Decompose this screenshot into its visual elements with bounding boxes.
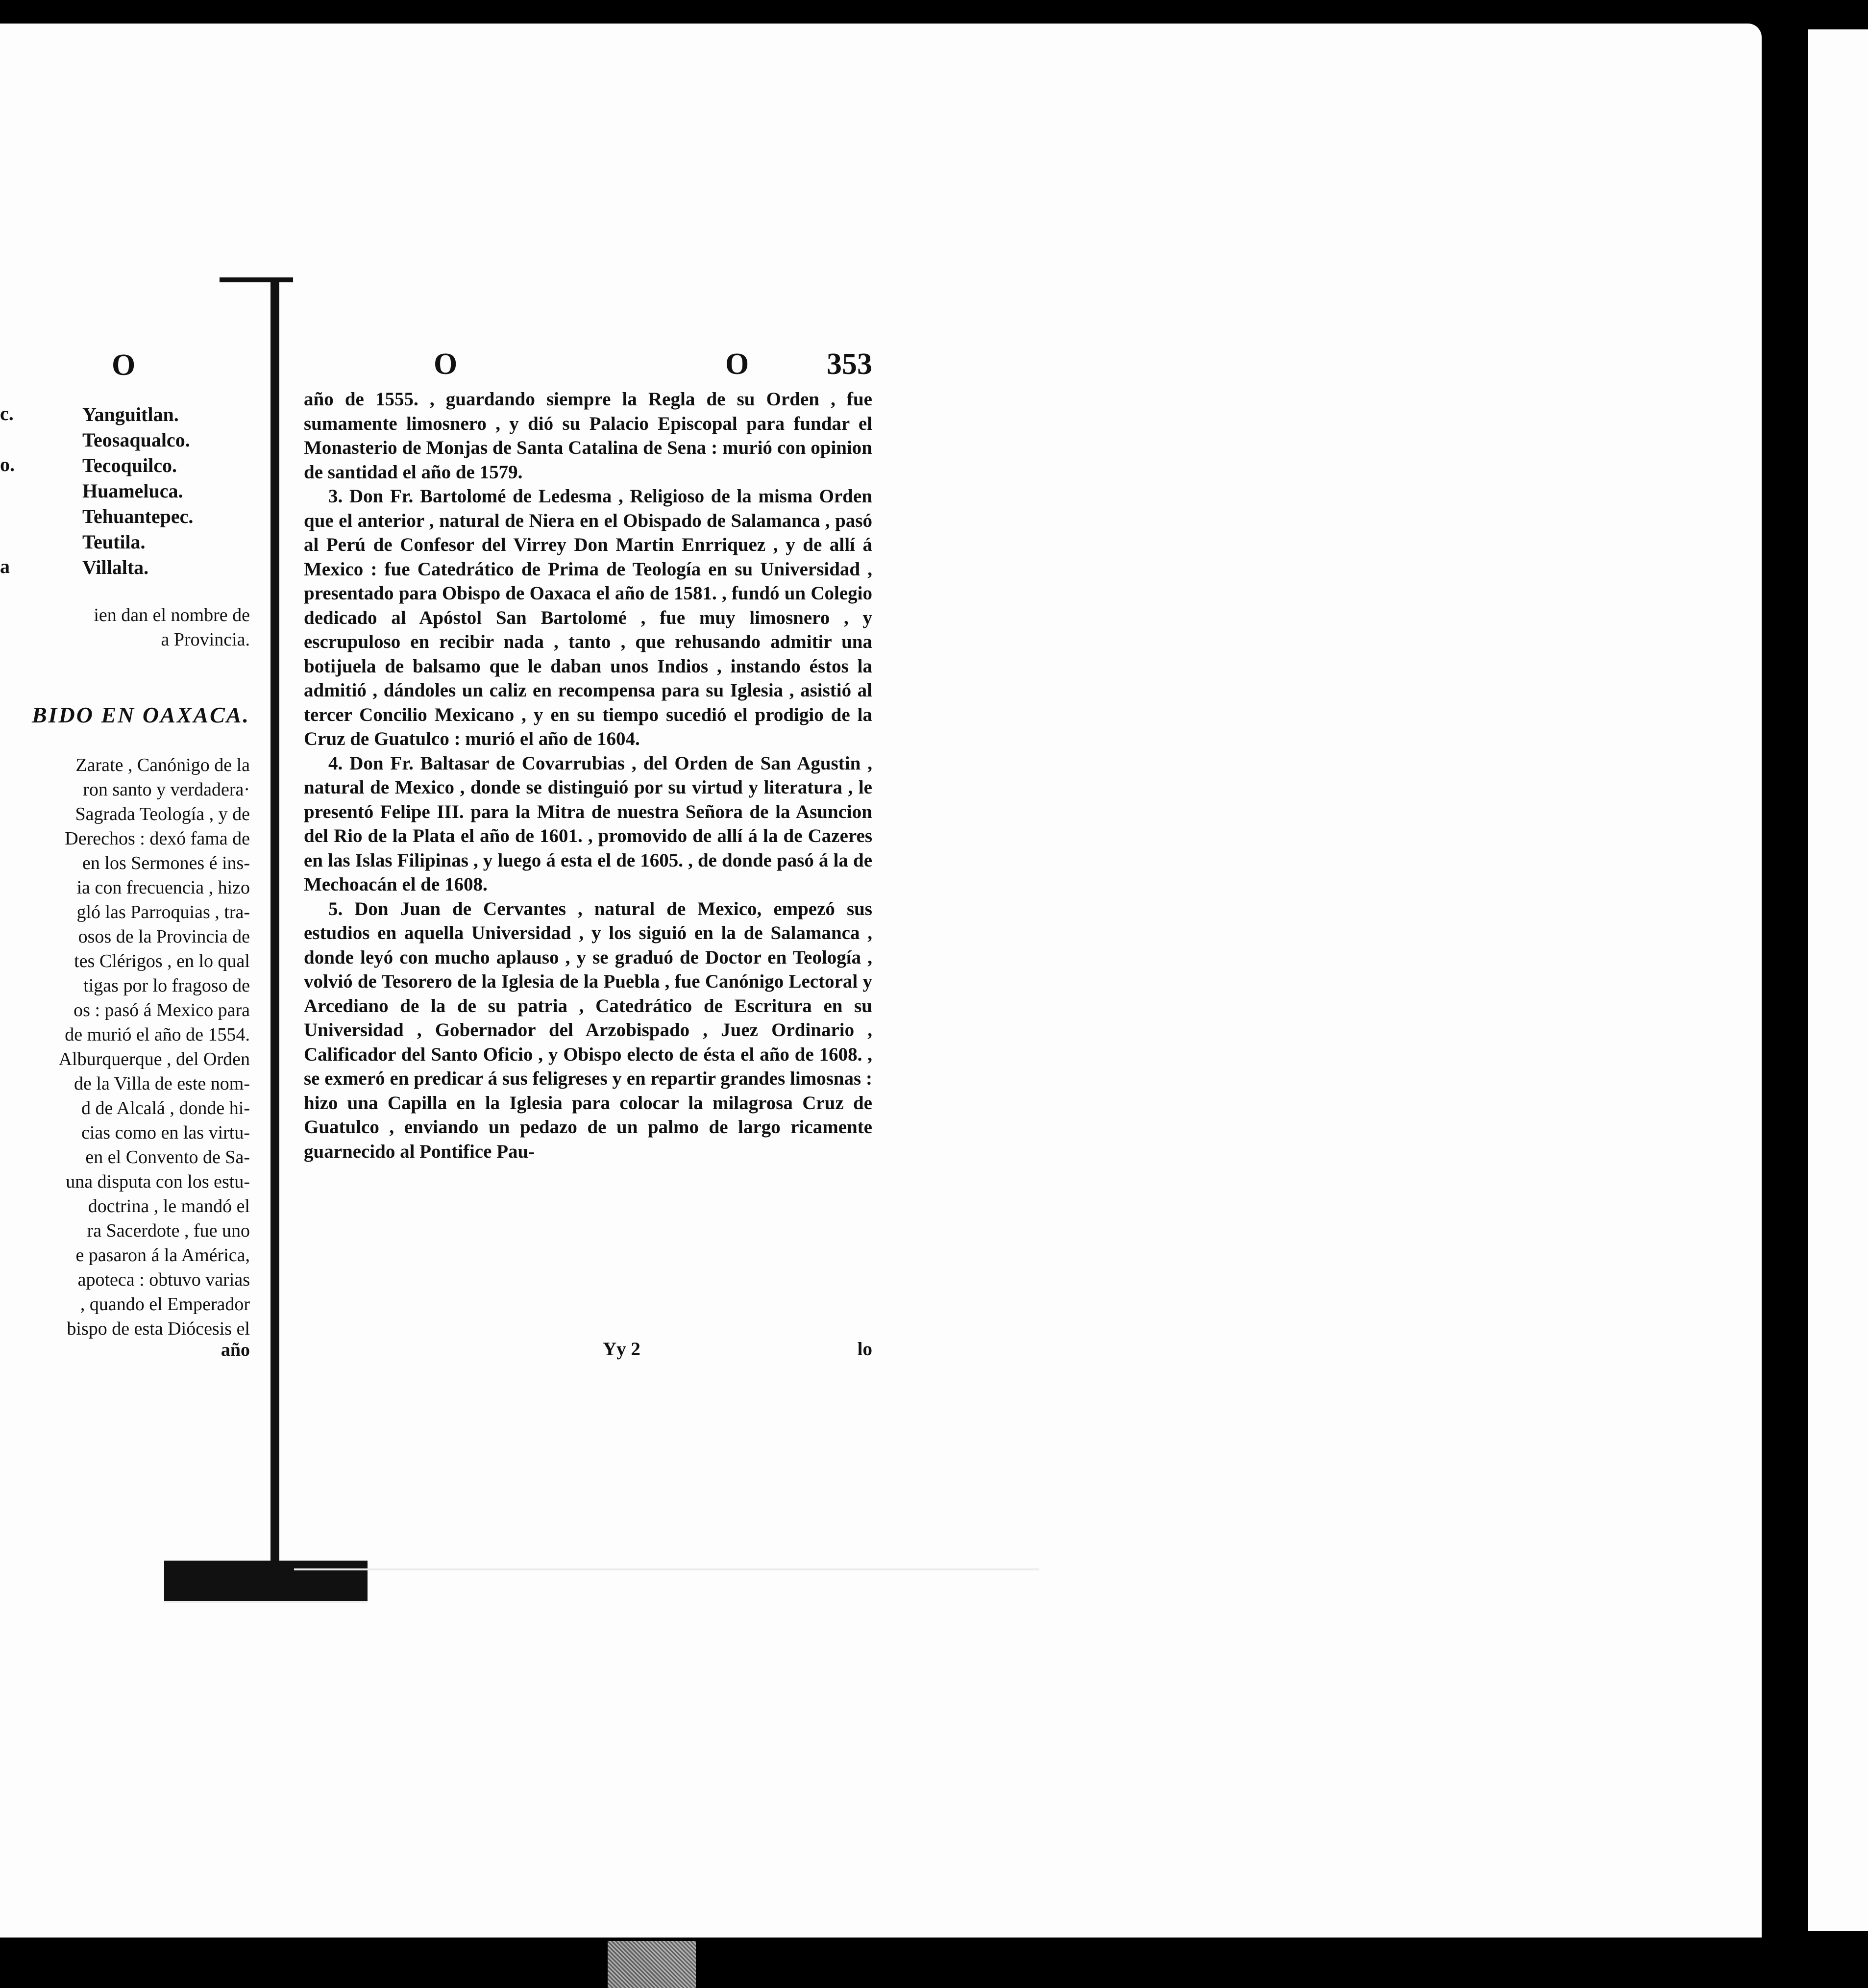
list-item: Teosaqualco. (82, 429, 190, 451)
left-page-header: O (112, 348, 136, 382)
text-line: ron santo y verdadera· (83, 779, 250, 800)
header-letter-right: O (725, 348, 749, 381)
paragraph: año de 1555. , guardando siempre la Regla de su Orden , fue sumamente limosnero , y dió su Palacio Episcopal para fundar el Monasterio de Monjas de Santa Catalina de Sena : murió con opinion de santidad el año de 1579. (304, 389, 872, 483)
text-line: e pasaron á la América, (75, 1245, 250, 1266)
page-number: 353 (827, 348, 872, 381)
text-line: os : pasó á Mexico para (74, 1000, 250, 1020)
list-item: Villalta. (82, 556, 149, 578)
text-line: Sagrada Teología , y de (75, 804, 250, 824)
text-line: Zarate , Canónigo de la (75, 755, 250, 775)
paragraph: 4. Don Fr. Baltasar de Covarrubias , del Orden de San Agustin , natural de Mexico , donde se distinguió por su virtud y literatura , le presentó Felipe III. para la Mitra de nuestra Señora de la Asuncion del Rio de la Plata el año de 1601. , promovido de allí á la de Cazeres en las Islas Filipinas , y luego á esta el de 1605. , de donde pasó á la de Mechoacán el de 1608. (304, 752, 872, 895)
text-line: en los Sermones é ins- (82, 853, 250, 873)
scan-artifact (608, 1941, 696, 1988)
text-line: gló las Parroquias , tra- (76, 902, 250, 922)
text-line: Alburquerque , del Orden (58, 1049, 250, 1069)
left-page (0, 0, 265, 1988)
list-item: Yanguitlan. (82, 403, 179, 425)
paragraph: 5. Don Juan de Cervantes , natural de Mexico, empezó sus estudios en aquella Universidad , y los siguió en la de Salamanca , donde leyó con mucho aplauso , y se graduó de Doctor en Teología , volvió de Tesorero de la Iglesia de la Puebla , fue Canónigo Lectoral y Arcediano de la de su patria , Catedrático de Escritura en su Universidad , Gobernador del Arzobispado , Juez Ordinario , Calificador del Santo Oficio , y Obispo electo de ésta el año de 1608. , se exmeró en predicar á sus feligreses y en repartir grandes limosnas : hizo una Capilla en la Iglesia para colocar la milagrosa Cruz de Guatulco , enviando un pedazo de un palmo de largo ricamente guarnecido al Pontifice Pau- (304, 898, 872, 1162)
page-header (304, 347, 872, 386)
text-line: ra Sacerdote , fue uno (87, 1220, 250, 1241)
page-footer (304, 1338, 872, 1365)
text-line: osos de la Provincia de (78, 926, 250, 947)
text-line: de la Villa de este nom- (74, 1073, 250, 1094)
text-line: una disputa con los estu- (66, 1171, 250, 1192)
text-line: cias como en las virtu- (81, 1122, 250, 1143)
text-line: ien dan el nombre de (94, 605, 250, 625)
list-item: Huameluca. (82, 480, 183, 502)
text-line: ia con frecuencia , hizo (76, 877, 250, 898)
page-bottom-edge (294, 1568, 1039, 1570)
header-letter-left: O (434, 348, 458, 381)
next-page-edge (1808, 29, 1868, 1931)
catchword: lo (857, 1339, 872, 1360)
list-mark: o. (0, 453, 15, 475)
text-line: bispo de esta Diócesis el (67, 1318, 250, 1339)
text-line: Derechos : dexó fama de (65, 828, 250, 849)
list-mark: c. (0, 402, 14, 424)
list-item: Tecoquilco. (82, 454, 177, 476)
text-line: doctrina , le mandó el (88, 1196, 250, 1217)
text-line: tigas por lo fragoso de (83, 975, 250, 996)
list-item: Teutila. (82, 531, 146, 553)
text-line: en el Convento de Sa- (85, 1147, 250, 1168)
signature-mark: Yy 2 (603, 1339, 640, 1360)
place-list (82, 402, 193, 580)
section-heading: BIDO EN OAXACA. (31, 702, 250, 727)
list-item: Tehuantepec. (82, 505, 194, 527)
binding-gutter (270, 281, 279, 1561)
text-line: , quando el Emperador (80, 1294, 250, 1315)
left-catchword: año (221, 1340, 250, 1360)
text-line: de murió el año de 1554. (65, 1024, 250, 1045)
text-line: tes Clérigos , en lo qual (74, 951, 250, 971)
page-body (304, 387, 872, 1164)
list-mark: a (0, 555, 10, 577)
paragraph: 3. Don Fr. Bartolomé de Ledesma , Religioso de la misma Orden que el anterior , natural de Niera en el Obispado de Salamanca , pasó al Perú de Confesor del Virrey Don Martin Enrriquez , y de allí á Mexico : fue Catedrático de Prima de Teología en su Universidad , presentado para Obispo de Oaxaca el año de 1581. , fundó un Colegio dedicado al Apóstol San Bartolomé , fue muy limosnero , y escrupuloso en recibir nada , tanto , que rehusando admitir una botijuela de balsamo que le daban unos Indios , instando éstos la admitió , dándoles un caliz en recompensa para su Iglesia , asistió al tercer Concilio Mexicano , y en su tiempo sucedió el prodigio de la Cruz de Guatulco : murió el año de 1604. (304, 486, 872, 749)
text-line: d de Alcalá , donde hi- (81, 1098, 250, 1118)
text-line: a Provincia. (161, 629, 250, 650)
text-line: apoteca : obtuvo varias (77, 1269, 250, 1290)
